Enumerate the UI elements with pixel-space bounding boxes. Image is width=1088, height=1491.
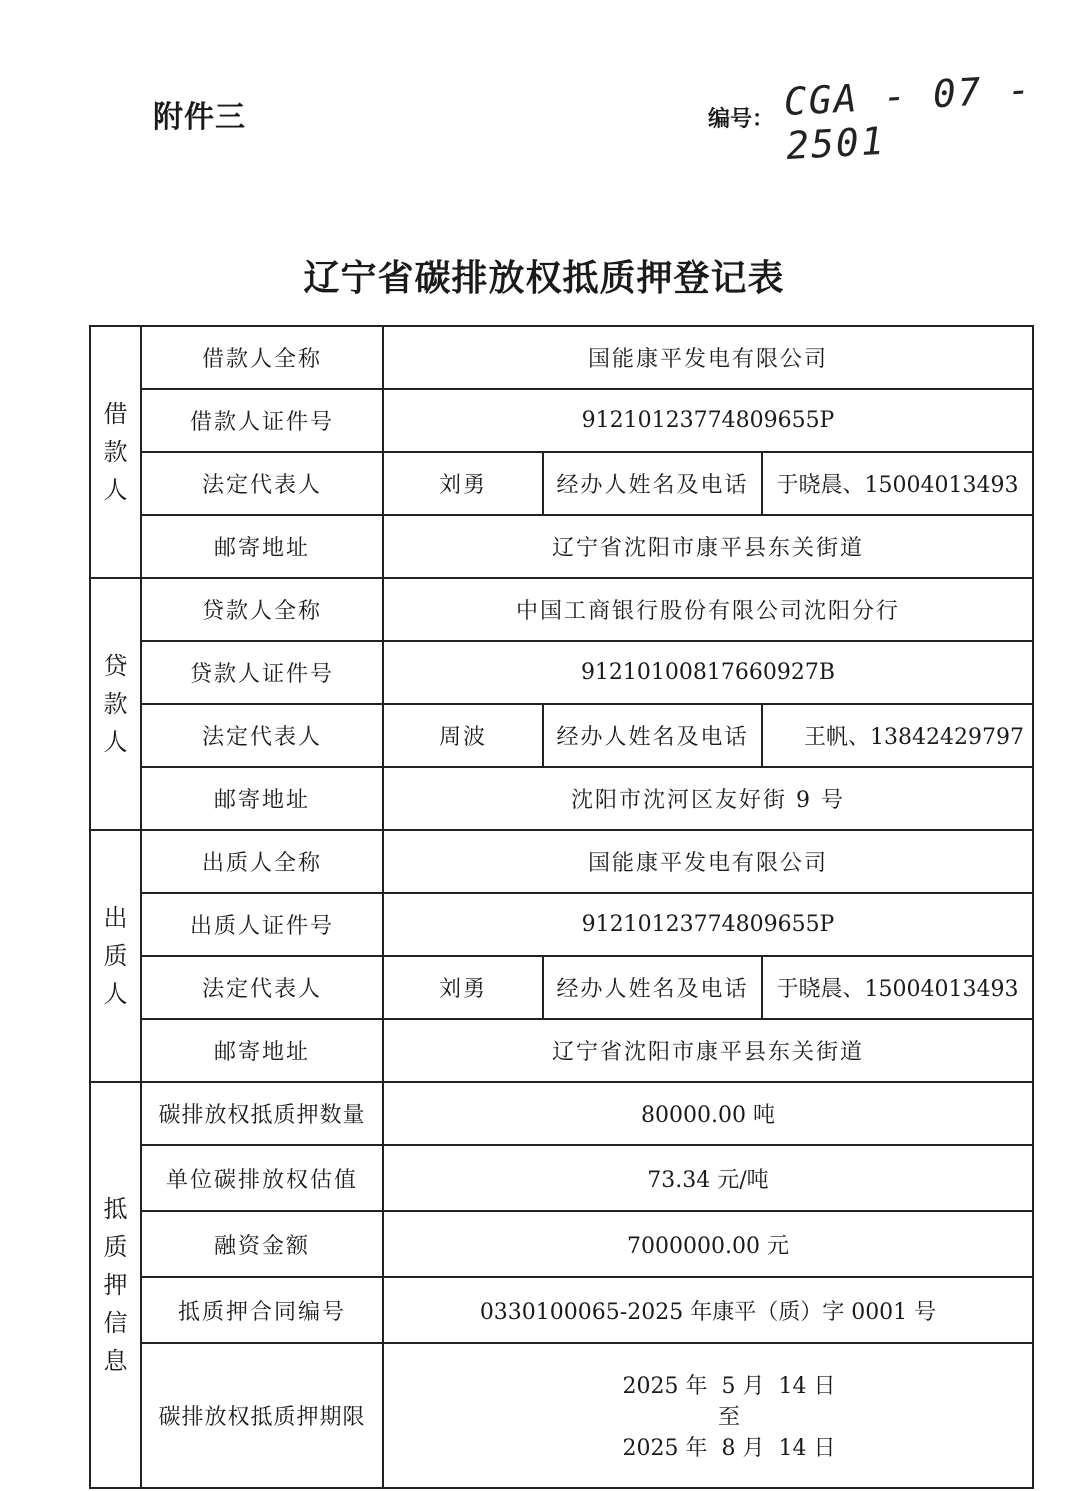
serial-number-label: 编号： — [708, 107, 775, 132]
lender-addr-label: 邮寄地址 — [141, 767, 383, 830]
pledge-contract-label: 抵质押合同编号 — [141, 1277, 383, 1343]
pledgor-group-label: 出 质 人 — [90, 830, 141, 1082]
borrower-agent-label: 经办人姓名及电话 — [543, 452, 762, 515]
table-row — [90, 326, 1033, 389]
pledge-period-value — [383, 1343, 1033, 1488]
table-row — [90, 767, 1033, 830]
pledge-unit-value: 73.34 元/吨 — [383, 1145, 1033, 1211]
table-row — [90, 515, 1033, 578]
pledge-qty-label: 碳排放权抵质押数量 — [141, 1082, 383, 1145]
table-row — [90, 1211, 1033, 1277]
lender-agent-value: 王帆、13842429797 — [762, 704, 1033, 767]
pledge-qty-value: 80000.00 吨 — [383, 1082, 1033, 1145]
borrower-name-value: 国能康平发电有限公司 — [383, 326, 1033, 389]
borrower-id-value: 91210123774809655P — [383, 389, 1033, 452]
borrower-id-label: 借款人证件号 — [141, 389, 383, 452]
pledge-unit-label: 单位碳排放权估值 — [141, 1145, 383, 1211]
lender-name-value: 中国工商银行股份有限公司沈阳分行 — [383, 578, 1033, 641]
lender-addr-value: 沈阳市沈河区友好街 9 号 — [383, 767, 1033, 830]
pledge-amount-value: 7000000.00 元 — [383, 1211, 1033, 1277]
table-row — [90, 1145, 1033, 1211]
borrower-addr-value: 辽宁省沈阳市康平县东关街道 — [383, 515, 1033, 578]
table-row — [90, 578, 1033, 641]
table-row — [90, 893, 1033, 956]
registration-table — [89, 325, 1034, 1489]
pledge-amount-label: 融资金额 — [141, 1211, 383, 1277]
pledge-group-label: 抵 质 押 信 息 — [90, 1082, 141, 1488]
pledgor-id-value: 91210123774809655P — [383, 893, 1033, 956]
period-start: 2025 年 5 月 14 日 — [622, 1374, 836, 1399]
lender-name-label: 贷款人全称 — [141, 578, 383, 641]
lender-id-label: 贷款人证件号 — [141, 641, 383, 704]
table-row — [90, 704, 1033, 767]
pledgor-addr-label: 邮寄地址 — [141, 1019, 383, 1082]
table-row — [90, 1019, 1033, 1082]
attachment-label: 附件三 — [153, 100, 246, 135]
lender-id-value: 91210100817660927B — [383, 641, 1033, 704]
table-row — [90, 1343, 1033, 1488]
pledge-period-label: 碳排放权抵质押期限 — [141, 1343, 383, 1488]
pledgor-id-label: 出质人证件号 — [141, 893, 383, 956]
lender-rep-value: 周波 — [383, 704, 543, 767]
lender-rep-label: 法定代表人 — [141, 704, 383, 767]
borrower-group-label: 借 款 人 — [90, 326, 141, 578]
pledgor-agent-value: 于晓晨、15004013493 — [762, 956, 1033, 1019]
table-row — [90, 1082, 1033, 1145]
lender-group-label: 贷 款 人 — [90, 578, 141, 830]
table-row — [90, 452, 1033, 515]
table-row — [90, 830, 1033, 893]
pledgor-name-label: 出质人全称 — [141, 830, 383, 893]
page-title: 辽宁省碳排放权抵质押登记表 — [303, 258, 785, 299]
table-row — [90, 641, 1033, 704]
pledge-contract-value: 0330100065-2025 年康平（质）字 0001 号 — [383, 1277, 1033, 1343]
borrower-agent-value: 于晓晨、15004013493 — [762, 452, 1033, 515]
pledgor-addr-value: 辽宁省沈阳市康平县东关街道 — [383, 1019, 1033, 1082]
pledgor-agent-label: 经办人姓名及电话 — [543, 956, 762, 1019]
borrower-name-label: 借款人全称 — [141, 326, 383, 389]
pledgor-rep-label: 法定代表人 — [141, 956, 383, 1019]
table-row — [90, 956, 1033, 1019]
pledgor-rep-value: 刘勇 — [383, 956, 543, 1019]
period-end: 2025 年 8 月 14 日 — [622, 1436, 836, 1461]
table-row — [90, 389, 1033, 452]
lender-agent-label: 经办人姓名及电话 — [543, 704, 762, 767]
pledgor-name-value: 国能康平发电有限公司 — [383, 830, 1033, 893]
table-row — [90, 1277, 1033, 1343]
borrower-rep-value: 刘勇 — [383, 452, 543, 515]
borrower-rep-label: 法定代表人 — [141, 452, 383, 515]
serial-number-handwritten: CGA - 07 - 2501 — [782, 67, 1034, 168]
borrower-addr-label: 邮寄地址 — [141, 515, 383, 578]
period-to: 至 — [717, 1405, 740, 1430]
